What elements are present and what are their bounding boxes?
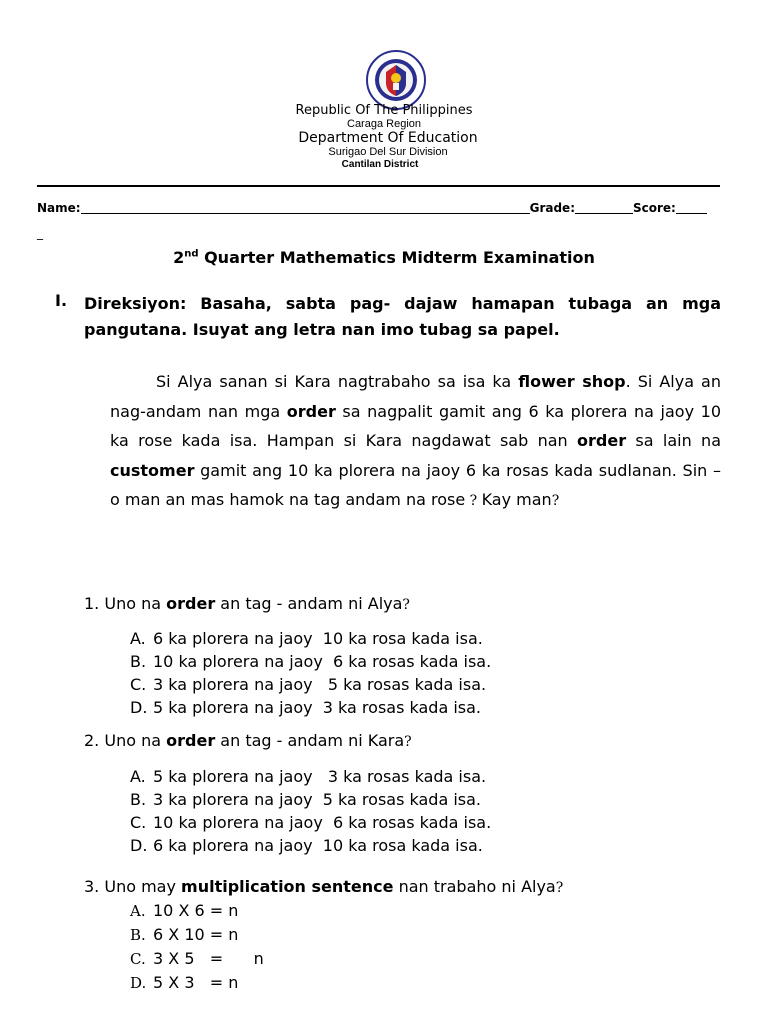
question-text: Uno na <box>104 594 167 613</box>
passage-question-mark: ? <box>551 493 560 509</box>
option-text: 3 X 5 = n <box>153 949 264 968</box>
header-divider <box>37 185 720 187</box>
question-text: an tag - andam ni Alya <box>215 594 403 613</box>
question-mark: ? <box>402 597 410 613</box>
title-text: Quarter Mathematics Midterm Examination <box>198 248 595 267</box>
question-2-options <box>130 765 491 857</box>
passage-text: Si Alya sanan si Kara nagtrabaho sa isa ka <box>156 372 519 391</box>
option-letter: C. <box>130 675 147 694</box>
option-letter: B. <box>130 652 147 671</box>
option-text: 3 ka plorera na jaoy 5 ka rosas kada isa. <box>153 675 487 694</box>
option-letter: C. <box>130 950 146 968</box>
name-field[interactable] <box>81 201 530 214</box>
option-letter: D. <box>130 974 147 992</box>
option-letter: D. <box>130 836 148 855</box>
letterhead-department: Department Of Education <box>298 130 478 146</box>
question-text: Uno may <box>104 877 182 896</box>
option-a[interactable] <box>130 765 491 788</box>
name-label: Name: <box>37 201 81 215</box>
passage-keyword: customer <box>110 460 195 480</box>
option-text: 5 X 3 = n <box>153 973 239 992</box>
grade-label: Grade: <box>529 201 575 215</box>
question-number: 2. <box>84 731 105 750</box>
question-number: 3. <box>84 877 105 896</box>
passage-text: sa nagpalit gamit ang 6 ka plorera na jaoy 10 ka rose kada isa. Hampan si Kara nagdawat sab nan <box>110 401 721 450</box>
section-numeral: I. <box>55 291 68 310</box>
letterhead-republic: Republic Of The Philippines <box>295 103 473 118</box>
passage-text: Kay man <box>481 490 552 509</box>
option-d[interactable] <box>130 696 491 719</box>
score-field[interactable] <box>676 201 707 214</box>
question-1 <box>84 594 410 613</box>
question-3-options <box>130 899 264 995</box>
option-b[interactable] <box>130 650 491 673</box>
passage-text: sa lain na <box>626 431 722 450</box>
question-mark: ? <box>404 734 412 750</box>
option-c[interactable] <box>130 673 491 696</box>
letterhead-division: Surigao Del Sur Division <box>328 146 448 158</box>
passage-text: gamit ang 10 ka plorera na jaoy 6 ka rosas kada sudlanan. Sin – o man an mas hamok na tag andam na rose <box>110 460 721 509</box>
passage-text: . Si Alya an nag-andam nan mga <box>110 372 722 421</box>
option-b[interactable] <box>130 923 264 947</box>
form-line-tail: _ <box>37 226 43 240</box>
story-passage <box>110 367 721 517</box>
option-letter: B. <box>130 926 146 944</box>
option-letter: A. <box>130 629 146 648</box>
option-letter: D. <box>130 698 148 717</box>
option-a[interactable] <box>130 627 491 650</box>
question-text: an tag - andam ni Kara <box>215 731 405 750</box>
letterhead-district: Cantilan District <box>341 159 419 170</box>
deped-seal-logo <box>366 50 426 110</box>
option-text: 6 ka plorera na jaoy 10 ka rosa kada isa. <box>153 836 483 855</box>
grade-field[interactable] <box>575 201 633 214</box>
exam-title <box>0 248 768 267</box>
passage-keyword: order <box>286 401 336 421</box>
option-text: 10 ka plorera na jaoy 6 ka rosas kada isa. <box>153 652 492 671</box>
letterhead-region: Caraga Region <box>347 118 421 130</box>
option-text: 5 ka plorera na jaoy 3 ka rosas kada isa. <box>153 698 482 717</box>
question-2 <box>84 731 412 750</box>
question-3 <box>84 877 563 896</box>
option-c[interactable] <box>130 811 491 834</box>
option-text: 6 ka plorera na jaoy 10 ka rosa kada isa. <box>153 629 483 648</box>
option-b[interactable] <box>130 788 491 811</box>
question-number: 1. <box>84 594 105 613</box>
option-text: 5 ka plorera na jaoy 3 ka rosas kada isa. <box>153 767 487 786</box>
question-keyword: multiplication sentence <box>181 877 394 896</box>
option-c[interactable] <box>130 947 264 971</box>
passage-keyword: order <box>577 431 627 450</box>
option-text: 6 X 10 = n <box>153 925 239 944</box>
option-letter: A. <box>130 767 146 786</box>
passage-keyword: flower shop <box>518 372 626 391</box>
option-letter: C. <box>130 813 147 832</box>
section-directions: Direksiyon: Basaha, sabta pag- dajaw hamapan tubaga an mga pangutana. Isuyat ang letra nan imo tubag sa papel. <box>84 294 721 339</box>
option-text: 10 X 6 = n <box>153 901 239 920</box>
title-ordinal-suffix: nd <box>184 248 199 260</box>
option-a[interactable] <box>130 899 264 923</box>
score-label: Score: <box>633 201 676 215</box>
question-keyword: order <box>166 594 216 613</box>
option-text: 10 ka plorera na jaoy 6 ka rosas kada isa. <box>153 813 492 832</box>
question-keyword: order <box>166 731 216 750</box>
question-text: nan trabaho ni Alya <box>393 877 556 896</box>
option-letter: B. <box>130 790 147 809</box>
question-1-options <box>130 627 491 719</box>
question-text: Uno na <box>104 731 167 750</box>
title-ordinal: 2 <box>173 248 185 267</box>
question-mark: ? <box>555 880 564 896</box>
student-info-line <box>37 201 721 215</box>
passage-question-mark: ? <box>465 493 482 509</box>
option-text: 3 ka plorera na jaoy 5 ka rosas kada isa. <box>153 790 482 809</box>
option-letter: A. <box>130 902 146 920</box>
option-d[interactable] <box>130 834 491 857</box>
option-d[interactable] <box>130 971 264 995</box>
